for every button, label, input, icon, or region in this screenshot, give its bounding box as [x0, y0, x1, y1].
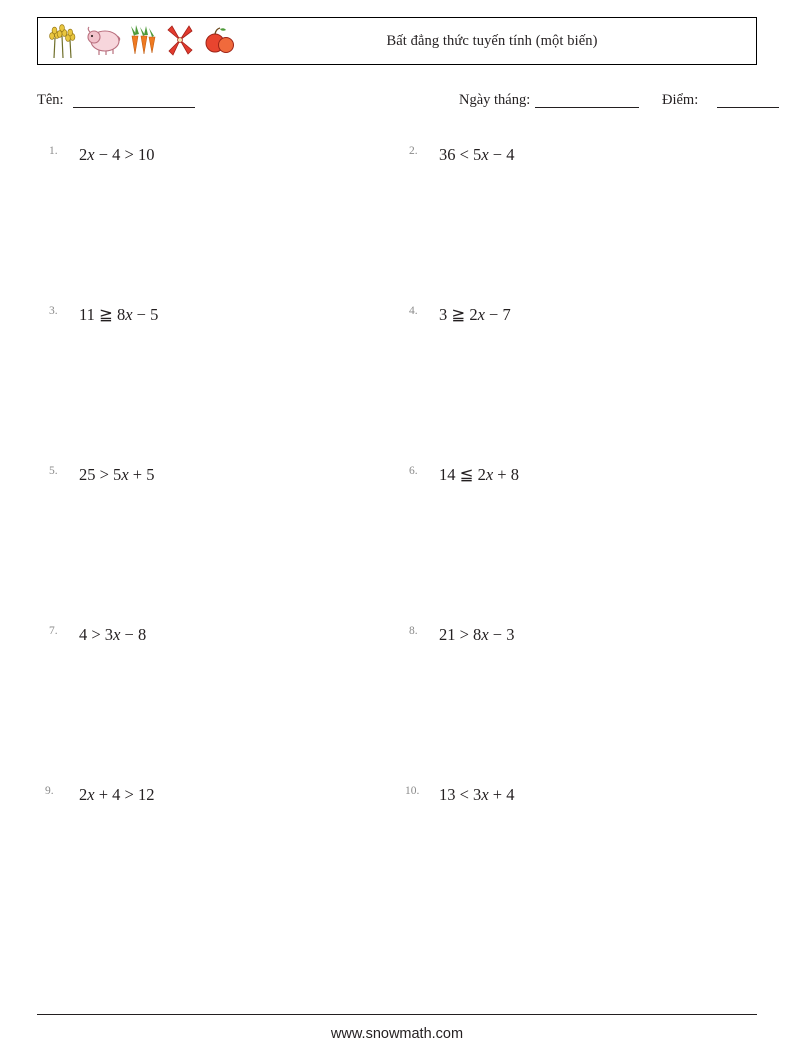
problem-number: 6.	[409, 465, 418, 477]
problem-number: 2.	[409, 145, 418, 157]
header-icon-group	[38, 18, 238, 64]
footer-site-url: www.snowmath.com	[330, 1026, 464, 1042]
problem-number: 3.	[49, 305, 58, 317]
problem-expression: 3 ≧ 2x − 7	[439, 305, 511, 324]
date-label: Ngày tháng:	[459, 92, 531, 108]
problem-item	[37, 777, 397, 937]
problem-item	[37, 617, 397, 777]
carrots-icon	[128, 22, 158, 60]
date-input-line[interactable]	[535, 107, 639, 108]
worksheet-header	[37, 17, 757, 65]
problem-item	[397, 617, 757, 777]
sheep-icon	[84, 24, 124, 58]
problem-item	[37, 297, 397, 457]
problem-expression: 36 < 5x − 4	[439, 145, 515, 164]
problem-item	[37, 457, 397, 617]
problem-grid	[37, 137, 757, 937]
problem-expression: 25 > 5x + 5	[79, 465, 155, 484]
problem-expression: 11 ≧ 8x − 5	[79, 305, 159, 324]
problem-number: 10.	[405, 785, 420, 797]
page-title: Bất đẳng thức tuyến tính (một biến)	[386, 32, 598, 49]
problem-number: 7.	[49, 625, 58, 637]
problem-item	[397, 457, 757, 617]
footer-divider	[37, 1014, 757, 1015]
problem-expression: 13 < 3x + 4	[439, 785, 515, 804]
problem-number: 8.	[409, 625, 418, 637]
name-label: Tên:	[37, 92, 64, 108]
problem-item	[397, 777, 757, 937]
name-input-line[interactable]	[73, 107, 195, 108]
problem-expression: 4 > 3x − 8	[79, 625, 147, 644]
wheat-icon	[46, 22, 80, 60]
problem-item	[37, 137, 397, 297]
apples-icon	[202, 23, 238, 59]
problem-expression: 21 > 8x − 3	[439, 625, 515, 644]
score-input-line[interactable]	[717, 107, 779, 108]
score-label: Điểm:	[662, 92, 699, 108]
windmill-icon	[162, 22, 198, 60]
student-info-row	[37, 92, 757, 114]
problem-expression: 2x − 4 > 10	[79, 145, 155, 164]
problem-expression: 14 ≦ 2x + 8	[439, 465, 519, 484]
problem-number: 1.	[49, 145, 58, 157]
problem-number: 4.	[409, 305, 418, 317]
problem-expression: 2x + 4 > 12	[79, 785, 155, 804]
problem-number: 9.	[45, 785, 54, 797]
problem-item	[397, 297, 757, 457]
problem-item	[397, 137, 757, 297]
problem-number: 5.	[49, 465, 58, 477]
